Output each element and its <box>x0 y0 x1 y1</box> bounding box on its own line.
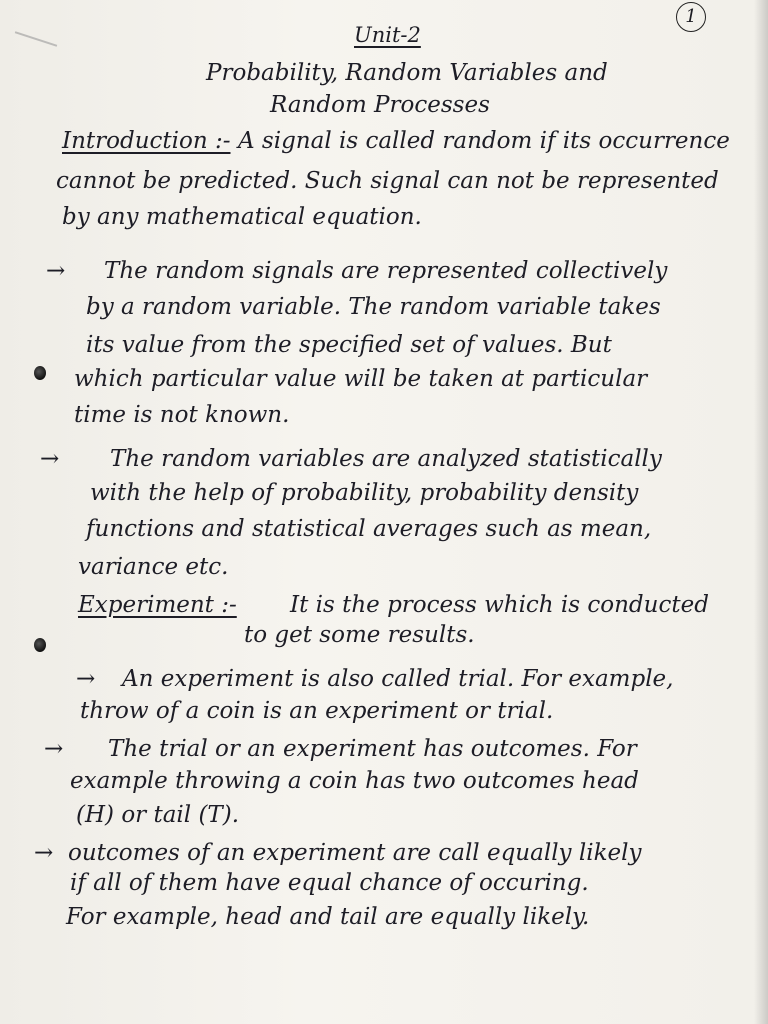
line-text: by any mathematical equation. <box>62 204 422 230</box>
line-text: An experiment is also called trial. For example, <box>122 666 674 692</box>
line-text: For example, head and tail are equally likely. <box>66 904 590 930</box>
line-text: which particular value will be taken at particular <box>74 366 648 392</box>
binder-hole <box>34 638 46 652</box>
arrow-bullet: → <box>44 736 64 762</box>
line-text: time is not known. <box>74 402 290 428</box>
line-text: cannot be predicted. Such signal can not be represented <box>56 168 719 194</box>
line-text: to get some results. <box>244 622 475 648</box>
unit-label: Unit-2 <box>354 23 421 47</box>
line-text: with the help of probability, probability density <box>90 480 639 506</box>
line-text: The random signals are represented collectively <box>104 258 668 284</box>
line-text: It is the process which is conducted <box>290 592 709 618</box>
line-text: outcomes of an experiment are call equally likely <box>68 840 642 866</box>
line-text: functions and statistical averages such as mean, <box>86 516 652 542</box>
arrow-bullet: → <box>76 666 96 692</box>
line-text: (H) or tail (T). <box>76 802 240 828</box>
title-text-1: Probability, Random Variables and <box>206 60 608 86</box>
line-text: throw of a coin is an experiment or trial. <box>80 698 554 724</box>
section-label-experiment: Experiment :- <box>78 592 237 618</box>
line-text: example throwing a coin has two outcomes head <box>70 768 639 794</box>
line-text: its value from the specified set of values. But <box>86 332 612 358</box>
arrow-bullet: → <box>46 258 66 284</box>
line-text: by a random variable. The random variable takes <box>86 294 661 320</box>
line-text: A signal is called random if its occurrence <box>238 128 730 154</box>
line-text: The random variables are analyzed statistically <box>110 446 662 472</box>
title-text-2: Random Processes <box>270 92 490 118</box>
arrow-bullet: → <box>34 840 54 866</box>
line-text: if all of them have equal chance of occuring. <box>70 870 589 896</box>
pen-mark <box>15 31 57 46</box>
page-edge-shadow <box>754 0 768 1024</box>
page-number: 1 <box>676 2 706 32</box>
section-label-introduction: Introduction :- <box>62 128 231 154</box>
arrow-bullet: → <box>40 446 60 472</box>
binder-hole <box>34 366 46 380</box>
line-text: The trial or an experiment has outcomes. For <box>108 736 637 762</box>
line-text: variance etc. <box>78 554 229 580</box>
